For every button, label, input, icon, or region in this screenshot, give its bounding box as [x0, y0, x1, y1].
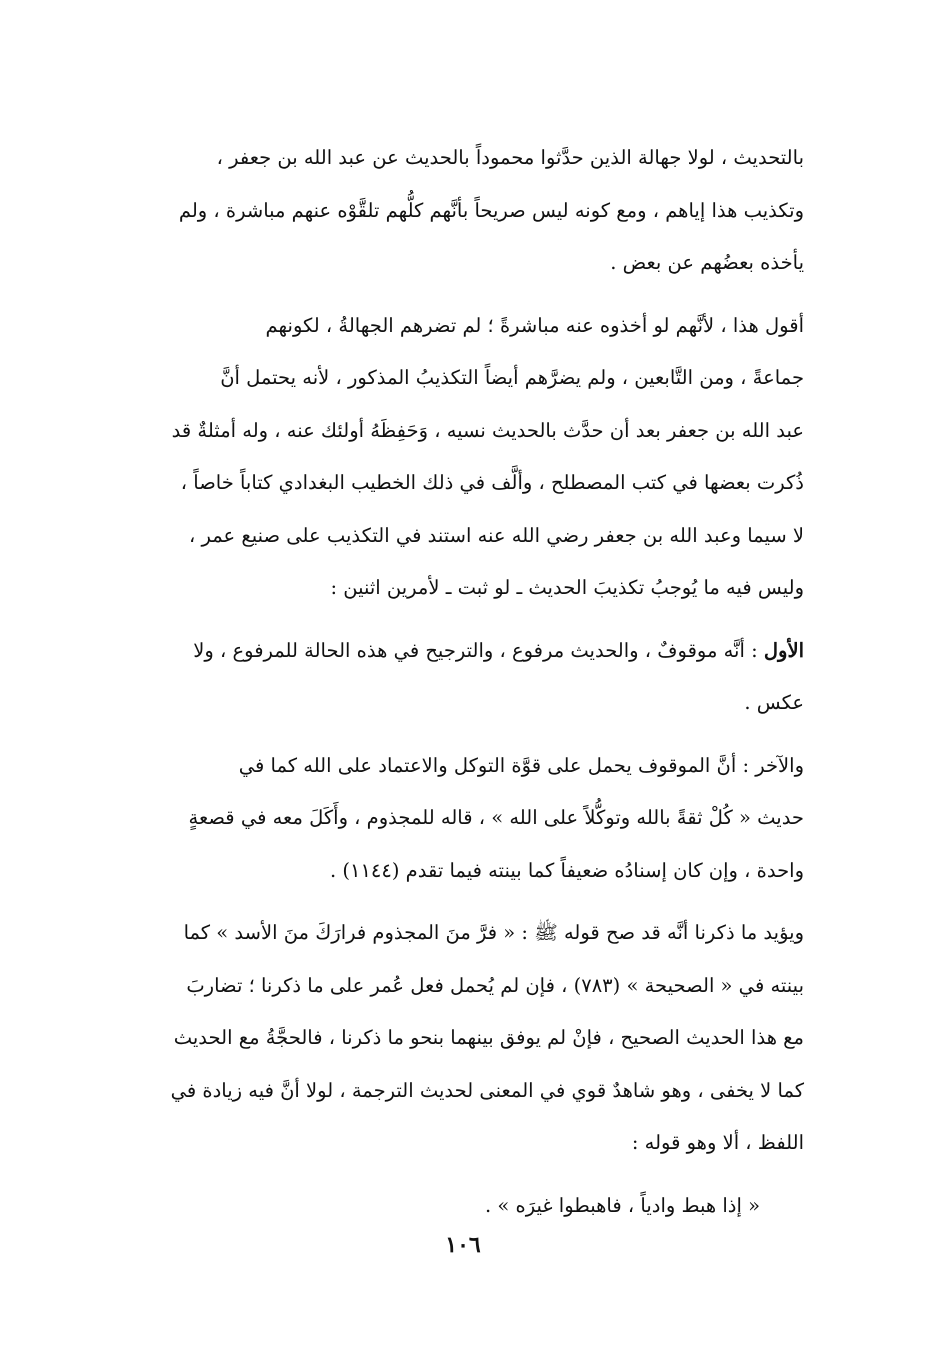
text-line: مع هذا الحديث الصحيح ، فإنْ لم يوفق بينهما بنحو ما ذكرنا ، فالحجَّةُ مع الحديث — [173, 1026, 804, 1049]
text-line: يأخذه بعضُهم عن بعض . — [610, 251, 804, 274]
paragraph-1 — [120, 132, 804, 290]
paragraph-4 — [120, 740, 804, 898]
text-line: حديث « كُلْ ثقةً بالله وتوكُّلاً على الله » ، قاله للمجذوم ، وأَكَلَ معه في قصعةٍ — [188, 806, 804, 829]
text-line: والآخر : أنَّ الموقوف يحمل على قوَّة التوكل والاعتماد على الله كما في — [238, 753, 804, 777]
text-line — [120, 625, 804, 678]
text-line: عكس . — [744, 691, 804, 714]
text-line: كما لا يخفى ، وهو شاهدٌ قوي في المعنى لحديث الترجمة ، لولا أنَّ فيه زيادة في — [170, 1078, 804, 1102]
text-line: ويؤيد ما ذكرنا أنَّه قد صح قوله ﷺ : « فرَّ منَ المجذوم فرارَكَ منَ الأسد » كما — [183, 921, 804, 944]
text-line: جماعةً ، ومن التَّابعين ، ولم يضرَّهم أيضاً التكذيبُ المذكور ، لأنه يحتمل أنَّ — [220, 366, 804, 389]
paragraph-lead: الأول — [763, 638, 804, 662]
paragraph-2 — [120, 300, 804, 615]
paragraph-3 — [120, 625, 804, 730]
paragraph-5 — [120, 907, 804, 1170]
text-line: ذُكرت بعضها في كتب المصطلح ، وألَّف في ذلك الخطيب البغدادي كتاباً خاصاً ، — [180, 471, 804, 494]
text-line: أقول هذا ، لأنَّهم لو أخذوه عنه مباشرةً ؛ لم تضرهم الجهالةُ ، لكونهم — [265, 313, 804, 337]
hadith-quote: « إذا هبط وادياً ، فاهبطوا غيرَه » . — [485, 1193, 760, 1217]
text-line: اللفظ ، ألا وهو قوله : — [631, 1131, 804, 1154]
body-text — [120, 132, 804, 1242]
quote-paragraph — [120, 1180, 804, 1233]
text-line: واحدة ، وإن كان إسنادُه ضعيفاً كما بينته فيما تقدم (١١٤٤) . — [329, 858, 804, 882]
text-line: وليس فيه ما يُوجبُ تكذيبَ الحديث ـ لو ثبت ـ لأمرين اثنين : — [330, 576, 804, 599]
text-line: بينته في « الصحيحة » (٧٨٣) ، فإن لم يُحمل فعل عُمر على ما ذكرنا ؛ تضاربَ — [186, 973, 804, 997]
text-line: لا سيما وعبد الله بن جعفر رضي الله عنه استند في التكذيب على صنيع عمر ، — [189, 523, 804, 547]
text-line: عبد الله بن جعفر بعد أن حدَّث بالحديث نسيه ، وَحَفِظَهُ أولئك عنه ، وله أمثلةٌ قد — [171, 418, 804, 442]
page-number: ١٠٦ — [445, 1232, 481, 1258]
text-line: بالتحديث ، لولا جهالة الذين حدَّثوا محموداً بالحديث عن عبد الله بن جعفر ، — [216, 146, 804, 169]
text-run: : أنَّه موقوفٌ ، والحديث مرفوع ، والترجيح في هذه الحالة للمرفوع ، ولا — [193, 638, 764, 662]
text-line: وتكذيب هذا إياهم ، ومع كونه ليس صريحاً بأنَّهم كلُّهم تلقَّوْه عنهم مباشرة ، ولم — [178, 198, 804, 222]
